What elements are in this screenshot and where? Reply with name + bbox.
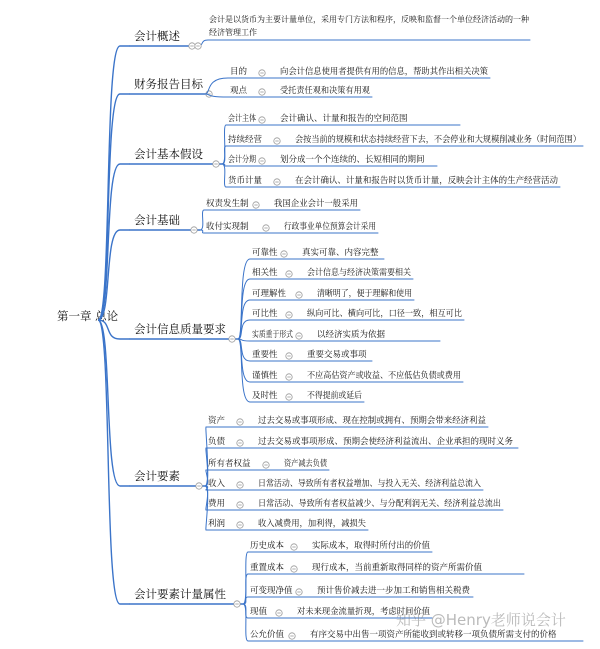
item-value: 过去交易或事项形成、预期会使经济利益流出、企业承担的现时义务 (258, 437, 514, 447)
item-value: 会计确认、计量和报告的空间范围 (280, 114, 408, 124)
item-key: 现值 (250, 607, 268, 617)
item-key: 实质重于形式 (252, 330, 304, 340)
item-key: 会计主体 (228, 114, 263, 124)
item-value: 清晰明了，便于理解和使用 (317, 289, 420, 299)
item-key: 负债 (208, 437, 226, 447)
item-value: 划分成一个个连续的、长短相同的期间 (280, 155, 425, 165)
item-value: 对未来现金流量折现，考虑时间价值 (297, 607, 434, 617)
branch-connector (98, 46, 130, 320)
item-value: 资产减去负债 (284, 459, 336, 469)
item-key: 持续经营 (228, 135, 263, 145)
item-connector (238, 259, 250, 339)
item-key: 重要性 (252, 350, 278, 360)
item-value: 过去交易或事项形成、现在控制或拥有、预期会带来经济利益 (258, 416, 488, 426)
item-key: 观点 (230, 86, 248, 96)
item-key: 历史成本 (250, 541, 285, 551)
item-value: 现行成本，当前重新取得同样的资产所需价值 (312, 563, 483, 573)
item-value: 预计售价减去进一步加工和销售相关税费 (317, 586, 471, 596)
item-connector (200, 230, 204, 233)
item-connector (222, 125, 226, 164)
branch-label: 会计基础 (134, 213, 180, 227)
item-key: 收入 (208, 479, 226, 489)
item-key: 相关性 (252, 268, 278, 278)
item-value: 会计信息与经济决策需要相关 (307, 268, 418, 278)
item-value: 实际成本，取得时所付出的价值 (312, 541, 432, 551)
item-key: 可靠性 (252, 248, 278, 258)
item-value: 向会计信息使用者提供有用的信息，帮助其作出相关决策 (280, 67, 493, 77)
item-key: 资产 (208, 416, 226, 426)
item-connector (238, 339, 250, 402)
item-value: 纵向可比、横向可比，口径一致，相互可比 (307, 309, 469, 319)
root-title: 第一章 总论 (57, 309, 119, 323)
branch-label: 会计概述 (134, 29, 180, 43)
item-connector (200, 210, 204, 230)
item-value: 我国企业会计一般采用 (274, 199, 360, 209)
item-key: 目的 (230, 67, 248, 77)
item-value: 日常活动、导致所有者权益增加、与投入无关、经济利益总流入 (258, 479, 497, 489)
branch-connector (98, 94, 130, 320)
overview-text-line-1: 会计是以货币为主要计量单位，采用专门方法和程序，反映和监督一个单位经济活动的一种 (209, 15, 529, 24)
item-key: 费用 (208, 499, 226, 509)
item-value: 会按当前的规模和状态持续经营下去，不会停业和大规模削减业务（时间范围） (295, 135, 593, 145)
item-value: 不应高估资产或收益、不应低估负债或费用 (307, 371, 469, 381)
branch-connector (98, 320, 130, 604)
item-connector (243, 604, 248, 641)
item-key: 可理解性 (252, 289, 287, 299)
item-key: 所有者权益 (208, 459, 251, 469)
item-key: 权责发生制 (206, 199, 249, 209)
item-key: 可比性 (252, 309, 278, 319)
branch-label: 会计基本假设 (134, 147, 203, 161)
item-value: 以经济实质为依据 (317, 330, 386, 340)
item-key: 重置成本 (250, 563, 285, 573)
branch-connector (98, 164, 130, 320)
item-value: 收入减费用，加利得，减损失 (258, 519, 369, 529)
item-connector (222, 164, 226, 187)
branch-label: 会计要素 (134, 469, 180, 483)
item-value: 不得提前或延后 (307, 391, 367, 401)
item-key: 收付实现制 (206, 222, 249, 232)
item-value: 受托责任观和决策有用观 (280, 86, 374, 96)
branch-label: 会计信息质量要求 (134, 322, 226, 336)
item-connector (238, 279, 250, 339)
branch-connector (98, 320, 130, 486)
overview-text-line-2: 经济管理工作 (209, 28, 257, 37)
item-value: 在会计确认、计量和报告时以货币计量，反映会计主体的生产经营活动 (295, 176, 559, 186)
item-connector (243, 597, 248, 604)
item-key: 货币计量 (228, 176, 263, 186)
item-key: 及时性 (252, 391, 278, 401)
item-value: 重要交易或事项 (307, 350, 367, 360)
item-key: 可变现净值 (250, 586, 293, 596)
item-value: 有序交易中出售一项资产所能收到或转移一项负债所需支付的价格 (310, 630, 557, 640)
item-value: 行政事业单位预算会计采用 (284, 222, 387, 232)
item-value: 真实可靠、内容完整 (302, 248, 379, 258)
item-key: 公允价值 (250, 630, 285, 640)
branch-label: 会计要素计量属性 (134, 587, 226, 601)
branch-label: 财务报告目标 (134, 77, 203, 91)
watermark: 知乎 @Henry老师说会计 (396, 611, 566, 629)
item-value: 日常活动、导致所有者权益减少、与分配利润无关、经济利益总流出 (258, 499, 514, 509)
item-key: 谨慎性 (252, 371, 278, 381)
item-key: 会计分期 (228, 155, 263, 165)
item-key: 利润 (208, 519, 226, 529)
